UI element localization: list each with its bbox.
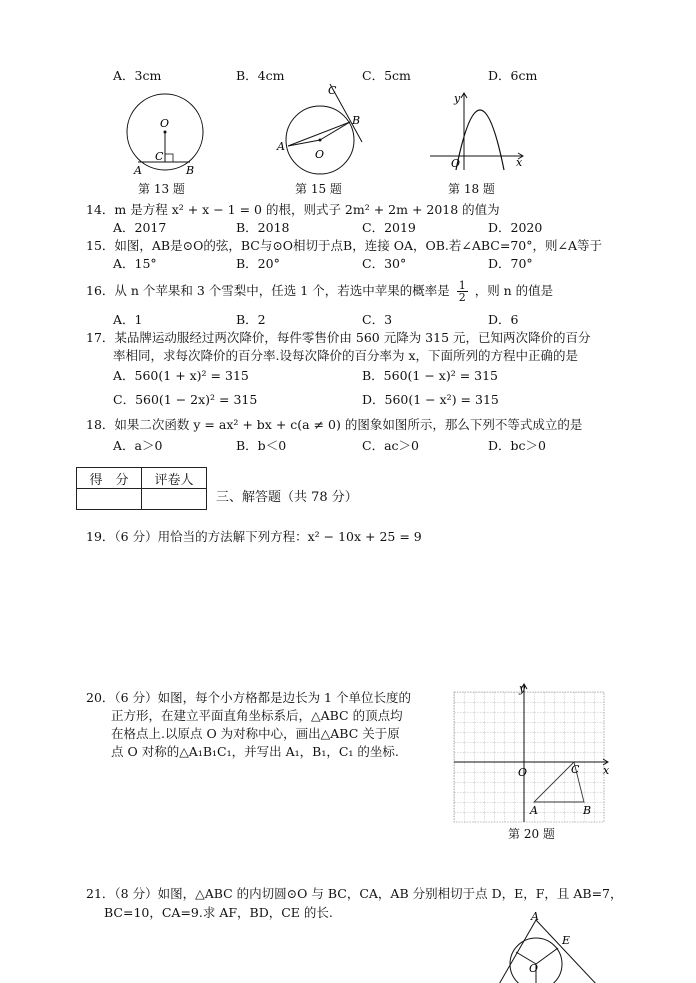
- fig13-label-o: O: [160, 117, 170, 130]
- q13-option-a: A．3cm: [113, 68, 162, 83]
- q18-option-c: C．ac＞0: [362, 438, 419, 453]
- fig20-label-b: B: [583, 804, 592, 817]
- fig21-label-o: O: [529, 962, 539, 975]
- grader-header: 评卷人: [142, 468, 207, 489]
- fig15-label-o: O: [315, 148, 325, 161]
- fig20-label-c: C: [571, 763, 580, 776]
- q20-line3: 在格点上.以原点 O 为对称中心，画出△ABC 关于原: [111, 726, 400, 741]
- q15-option-c: C．30°: [362, 256, 407, 271]
- q16-fraction-numerator: 1: [458, 279, 466, 292]
- figure-20: [452, 682, 612, 824]
- q14-option-b: B．2018: [236, 220, 290, 235]
- q18-option-a: A．a＞0: [113, 438, 163, 453]
- q18-option-b: B．b＜0: [236, 438, 287, 453]
- fig18-label-y: y: [454, 92, 461, 105]
- q16-option-b: B．2: [236, 312, 266, 327]
- figure-21: [498, 908, 608, 983]
- fig20-label-o: O: [518, 766, 528, 779]
- figure-13: [120, 90, 220, 180]
- figure-15: [272, 82, 372, 180]
- q16-fraction: [457, 280, 468, 303]
- q17-line2: 率相同，求每次降价的百分率.设每次降价的百分率为 x，下面所列的方程中正确的是: [113, 348, 578, 363]
- score-cell[interactable]: [77, 489, 142, 510]
- q15-option-a: A．15°: [113, 256, 157, 271]
- score-table: [76, 467, 207, 510]
- fig20-label-a: A: [530, 804, 538, 817]
- q18-text: 18．如果二次函数 y = ax² + bx + c(a ≠ 0) 的图象如图所示，那么下列不等式成立的是: [86, 417, 583, 432]
- caption-15: 第 15 题: [295, 182, 342, 196]
- q16-fraction-denominator: 2: [458, 291, 466, 304]
- q17-option-d: D．560(1 − x²) = 315: [362, 392, 499, 407]
- q14-option-d: D．2020: [488, 220, 543, 235]
- q19-text: 19．（6 分）用恰当的方法解下列方程：x² − 10x + 25 = 9: [86, 529, 422, 544]
- fig21-label-a: A: [531, 910, 539, 923]
- fig15-label-a: A: [277, 140, 285, 153]
- q20-line4: 点 O 对称的△A₁B₁C₁，并写出 A₁，B₁，C₁ 的坐标.: [111, 744, 399, 759]
- figure-18: [428, 90, 528, 172]
- caption-13: 第 13 题: [138, 182, 185, 196]
- q16-text-after: ，则 n 的值是: [474, 283, 554, 298]
- q20-line1: 20．（6 分）如图，每个小方格都是边长为 1 个单位长度的: [86, 690, 411, 705]
- fig18-label-x: x: [516, 156, 523, 169]
- q16-text-before: 16．从 n 个苹果和 3 个雪梨中，任选 1 个，若选中苹果的概率是: [86, 283, 450, 298]
- q16-option-c: C．3: [362, 312, 393, 327]
- fig13-label-c: C: [155, 150, 164, 163]
- fig18-label-o: O: [451, 157, 461, 170]
- q16-option-a: A．1: [113, 312, 143, 327]
- q21-line2: BC=10，CA=9.求 AF，BD，CE 的长.: [104, 905, 333, 920]
- section-3-title: 三、解答题（共 78 分）: [216, 490, 358, 505]
- fig13-label-a: A: [134, 164, 142, 177]
- q17-option-c: C．560(1 − 2x)² = 315: [113, 392, 258, 407]
- fig20-label-y: y: [519, 682, 526, 695]
- fig21-label-e: E: [562, 934, 571, 947]
- q13-option-b: B．4cm: [236, 68, 285, 83]
- score-header: 得 分: [77, 468, 142, 489]
- q13-option-d: D．6cm: [488, 68, 538, 83]
- fig20-label-x: x: [603, 764, 610, 777]
- fig15-label-c: C: [328, 84, 337, 97]
- q16-option-d: D．6: [488, 312, 519, 327]
- caption-18: 第 18 题: [448, 182, 495, 196]
- caption-20: 第 20 题: [508, 827, 555, 841]
- q17-option-b: B．560(1 − x)² = 315: [362, 368, 499, 383]
- fig13-label-b: B: [186, 164, 195, 177]
- q14-text: 14．m 是方程 x² + x − 1 = 0 的根，则式子 2m² + 2m + 2018 的值为: [86, 202, 500, 217]
- fig15-label-b: B: [352, 114, 361, 127]
- q15-option-b: B．20°: [236, 256, 280, 271]
- q17-line1: 17．某品牌运动服经过两次降价，每件零售价由 560 元降为 315 元，已知两次降价的百分: [86, 330, 591, 345]
- q16-text: [86, 280, 553, 303]
- q15-text: 15．如图，AB是⊙O的弦，BC与⊙O相切于点B，连接 OA，OB.若∠ABC=70°，则∠A等于: [86, 238, 602, 253]
- q21-line1: 21．（8 分）如图，△ABC 的内切圆⊙O 与 BC，CA，AB 分别相切于点 D，E，F，且 AB=7，: [86, 886, 623, 901]
- q15-option-d: D．70°: [488, 256, 533, 271]
- q20-line2: 正方形，在建立平面直角坐标系后，△ABC 的顶点均: [111, 708, 403, 723]
- q18-option-d: D．bc＞0: [488, 438, 546, 453]
- q13-option-c: C．5cm: [362, 68, 411, 83]
- grader-cell[interactable]: [142, 489, 207, 510]
- q14-option-a: A．2017: [113, 220, 167, 235]
- q14-option-c: C．2019: [362, 220, 416, 235]
- q17-option-a: A．560(1 + x)² = 315: [113, 368, 249, 383]
